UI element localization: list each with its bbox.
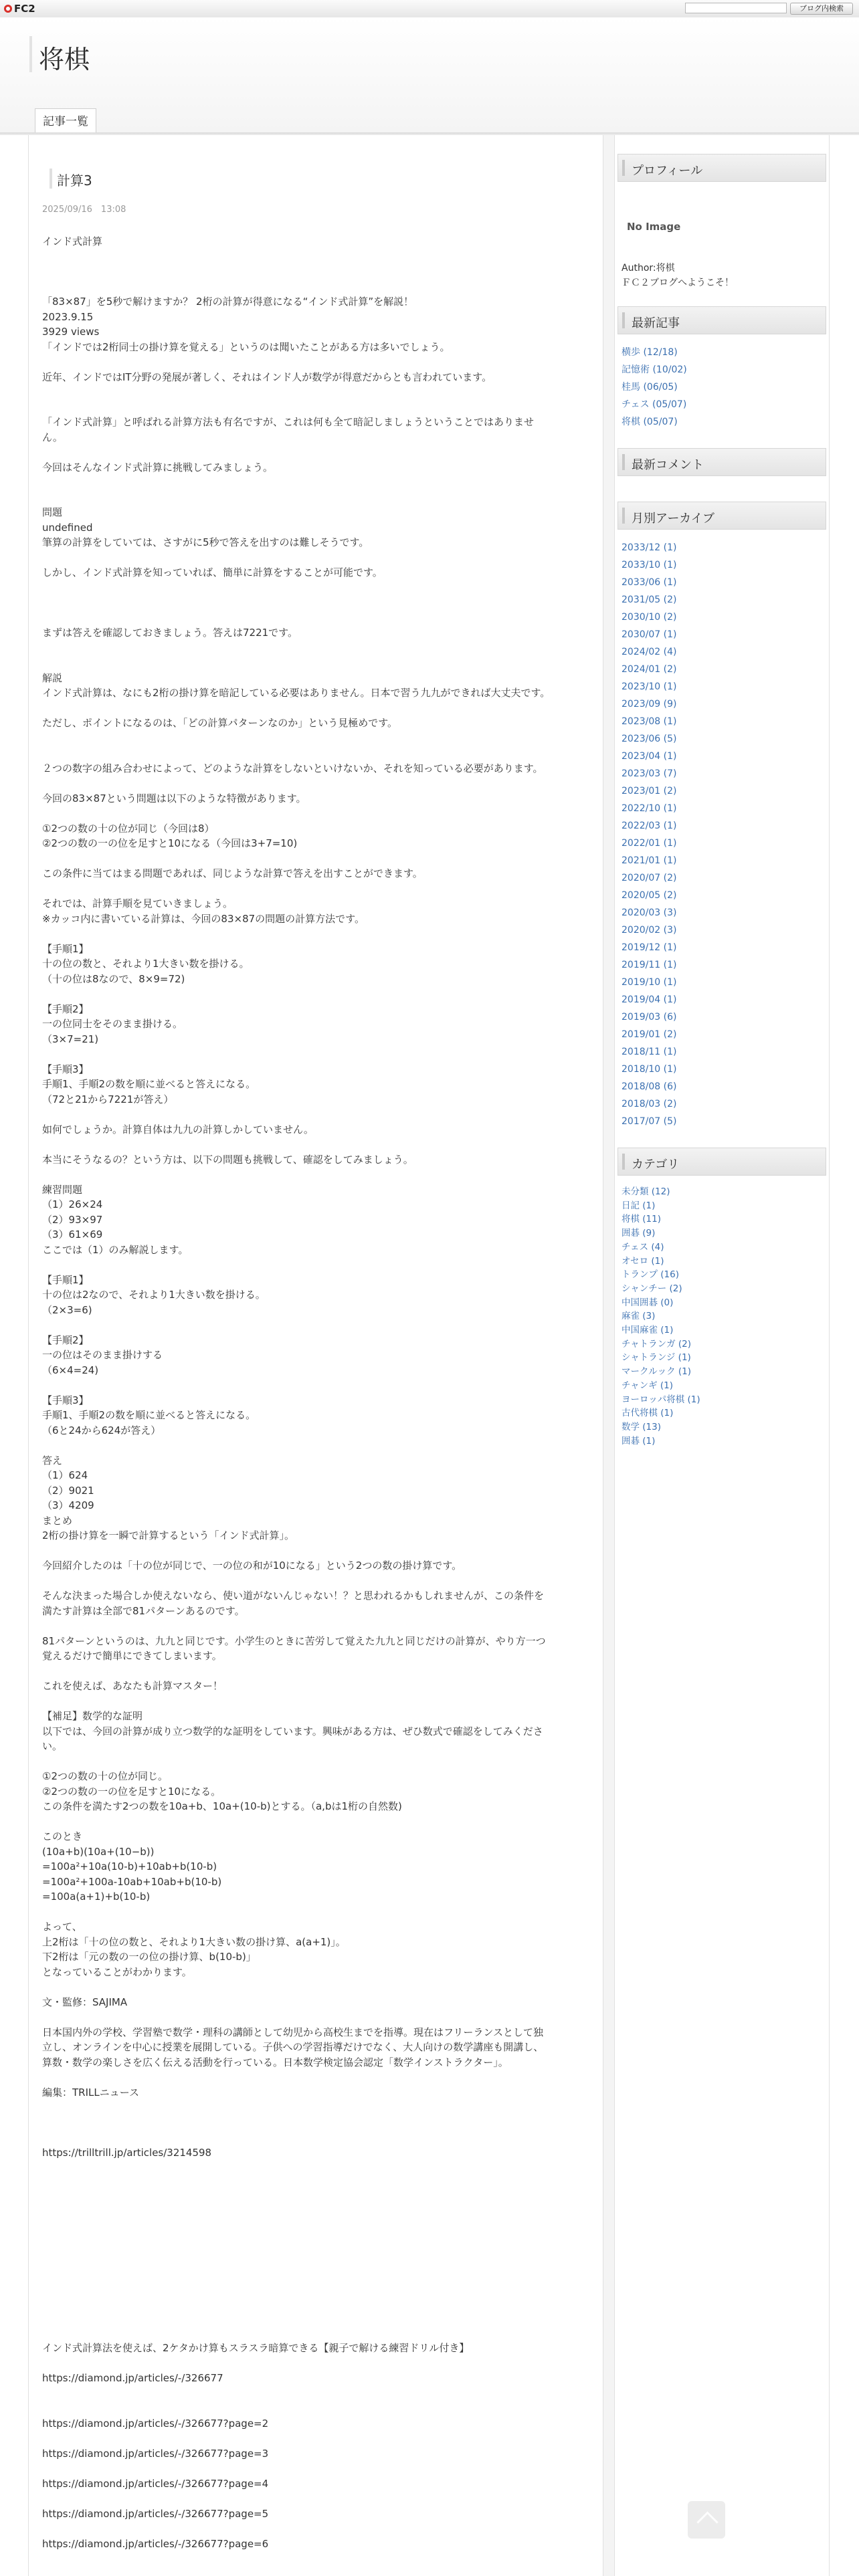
entry-paragraph: ただし、ポイントになるのは、「どの計算パターンなのか」という見極めです。 <box>42 717 398 729</box>
entry-paragraph: インド式計算法を使えば、2ケタかけ算もスラスラ暗算できる【親子で解ける練習ドリル付き】 <box>42 2342 470 2354</box>
entry-paragraph: （3）61×69 <box>42 1228 103 1241</box>
entry-paragraph <box>42 701 591 716</box>
entry-paragraph <box>42 2401 591 2416</box>
category-link[interactable]: 古代将棋 (1) <box>622 1408 674 1419</box>
entry-paragraph: この条件を満たす2つの数を10a+b、10a+(10-b)とする。（a,bは1桁の自然数) <box>42 1800 402 1812</box>
entry-paragraph: ②2つの数の一の位を足すと10になる。 <box>42 1785 221 1798</box>
archive-month-link[interactable]: 2022/03 (1) <box>622 821 677 831</box>
category-link[interactable]: 麻雀 (3) <box>622 1311 656 1322</box>
entry-paragraph <box>42 475 591 490</box>
entry-paragraph: 上2桁は「十の位の数と、それより1大きい数の掛け算、a(a+1)」。 <box>42 1935 346 1948</box>
category-link[interactable]: 中国麻雀 (1) <box>622 1325 674 1336</box>
entry-paragraph: 「インドでは2桁同士の掛け算を覚える」というのは聞いたことがある方は多いでしょう。 <box>42 340 450 353</box>
entry-paragraph <box>42 1664 591 1679</box>
fc2-logo-text: FC2 <box>14 3 35 15</box>
entry-paragraph: 算数・数学の楽しさを広く伝える活動を行っている。日本数学検定協会認定「数学インストラクター」。 <box>42 2056 508 2068</box>
category-link[interactable]: 将棋 (11) <box>622 1214 662 1225</box>
archive-month-link[interactable]: 2033/06 (1) <box>622 577 677 588</box>
nav-tab-article-list[interactable]: 記事一覧 <box>35 108 96 134</box>
entry-paragraph: 十の位は2なので、それより1大きい数を掛ける。 <box>42 1289 266 1301</box>
entry-paragraph: (10a+b)(10a+(10−b)) <box>42 1845 155 1858</box>
archive-month-link[interactable]: 2024/01 (2) <box>622 664 677 675</box>
entry-paragraph <box>42 731 591 746</box>
entry-link[interactable]: https://trilltrill.jp/articles/3214598 <box>42 2146 212 2159</box>
entry-paragraph: 十の位の数と、それより1大きい数を掛ける。 <box>42 958 250 970</box>
entry-paragraph: 2桁の掛け算を一瞬で計算するという「インド式計算」。 <box>42 1529 295 1541</box>
entry-paragraph: 81パターンというのは、九九と同じです。小学生のときに苦労して覚えた九九と同じだけの計算が、やり方一つ <box>42 1634 546 1647</box>
heading-label: 月別アーカイブ <box>632 512 715 526</box>
entry-paragraph: （2）93×97 <box>42 1213 103 1226</box>
entry-paragraph <box>42 385 591 400</box>
entry-paragraph: ②2つの数の一の位を足すと10になる（今回は3+7=10) <box>42 837 298 849</box>
entry-paragraph: ２つの数字の組み合わせによって、どのような計算をしないといけないか、それを知っている必要があります。 <box>42 762 543 774</box>
entry-paragraph <box>42 2296 591 2311</box>
archive-month-link[interactable]: 2023/03 (7) <box>622 768 677 779</box>
entry-paragraph <box>42 1618 591 1634</box>
archive-month-link[interactable]: 2021/01 (1) <box>622 855 677 866</box>
entry-paragraph: い。 <box>42 1740 63 1752</box>
entry-paragraph: 筆算の計算をしていては、さすがに5秒で答えを出すのは難しそうです。 <box>42 536 369 548</box>
entry-paragraph: それでは、計算手順を見ていきましょう。 <box>42 897 233 909</box>
entry-paragraph <box>42 2431 591 2446</box>
recent-entry-link[interactable]: 記憶術 (10/02) <box>622 364 687 375</box>
archive-month-link[interactable]: 2031/05 (2) <box>622 595 677 605</box>
entry-body <box>42 234 591 2551</box>
entry-paragraph <box>42 1167 591 1182</box>
entry-paragraph: 「83×87」を5秒で解けますか？ 2桁の計算が得意になる“インド式計算”を解説！ <box>42 296 414 308</box>
entry-paragraph: このとき <box>42 1830 83 1842</box>
entry-paragraph: 如何でしょうか。計算自体は九九の計算しかしていません。 <box>42 1123 314 1136</box>
category-link[interactable]: 囲碁 (9) <box>622 1228 656 1239</box>
entry-paragraph <box>42 1814 591 1830</box>
category-link[interactable]: トランプ (16) <box>622 1269 680 1281</box>
category-link[interactable]: 日記 (1) <box>622 1200 656 1211</box>
entry-paragraph <box>42 776 591 791</box>
entry-paragraph <box>42 249 591 265</box>
entry-paragraph: 近年、インドではIT分野の発展が著しく、それはインド人が数学が得意だからとも言われています。 <box>42 370 492 383</box>
author-name: Author:将棋 <box>622 263 675 274</box>
sidebar-heading-recent <box>617 306 826 334</box>
category-link[interactable]: チャンギ (1) <box>622 1380 674 1391</box>
entry-paragraph: 「インド式計算」と呼ばれる計算方法も有名ですが、これは何も全て暗記しましょうということではありませ <box>42 416 535 428</box>
entry-paragraph <box>42 1543 591 1559</box>
entry-paragraph: よって、 <box>42 1921 82 1933</box>
category-link[interactable]: シャトランジ (1) <box>622 1352 691 1364</box>
entry-paragraph: （3×7=21) <box>42 1033 99 1045</box>
entry-paragraph <box>42 400 591 415</box>
sidebar-heading-comments <box>617 448 826 476</box>
category-link[interactable]: 数学 (13) <box>622 1421 662 1432</box>
entry-paragraph <box>42 445 591 460</box>
entry-paragraph: 下2桁は「元の数の一の位の掛け算、b(10-b)」 <box>42 1951 256 1963</box>
entry-paragraph <box>42 1438 591 1453</box>
entry-link[interactable]: https://diamond.jp/articles/-/326677?page=6 <box>42 2537 269 2550</box>
heading-label: 最新記事 <box>632 316 680 330</box>
entry-paragraph: 手順1、手順2の数を順に並べると答えになる。 <box>42 1409 256 1421</box>
entry-paragraph: 一の位はそのまま掛けする <box>42 1349 163 1361</box>
entry-paragraph <box>42 595 591 611</box>
entry-paragraph <box>42 851 591 867</box>
heading-accent-bar <box>622 508 625 524</box>
archive-month-link[interactable]: 2033/12 (1) <box>622 542 677 553</box>
entry-paragraph: インド式計算 <box>42 235 103 247</box>
entry-paragraph: 本当にそうなるの？という方は、以下の問題も挑戦して、確認をしてみましょう。 <box>42 1153 413 1166</box>
archive-month-link[interactable]: 2023/01 (2) <box>622 786 677 796</box>
archive-month-link[interactable]: 2019/12 (1) <box>622 942 677 953</box>
archive-month-link[interactable]: 2023/09 (9) <box>622 699 677 710</box>
entry-paragraph: 3929 views <box>42 326 100 338</box>
recent-entry-link[interactable]: チェス (05/07) <box>622 399 687 410</box>
entry-title[interactable]: 計算3 <box>57 173 92 189</box>
archive-month-link[interactable]: 2030/10 (2) <box>622 612 677 623</box>
recent-entry-link[interactable]: 横歩 (12/18) <box>622 347 678 358</box>
entry-paragraph <box>42 2236 591 2251</box>
entry-paragraph <box>42 611 591 626</box>
category-link[interactable]: ヨーロッパ将棋 (1) <box>622 1394 700 1405</box>
entry-paragraph: 日本国内外の学校、学習塾で数学・理科の講師として幼児から高校生までを指導。現在はフリーランスとして独 <box>42 2026 543 2038</box>
entry-title-accent-bar <box>50 169 52 189</box>
entry-paragraph <box>42 986 591 1002</box>
entry-paragraph: この条件に当てはまる問題であれば、同じような計算で答えを出すことができます。 <box>42 867 423 879</box>
entry-paragraph <box>42 1137 591 1152</box>
archive-month-link[interactable]: 2019/04 (1) <box>622 994 677 1005</box>
archive-month-link[interactable]: 2019/01 (2) <box>622 1029 677 1040</box>
sidebar-heading-categories <box>617 1148 826 1176</box>
entry-paragraph: 満たす計算は全部で81パターンあるのです。 <box>42 1604 245 1617</box>
archive-month-link[interactable]: 2018/03 (2) <box>622 1099 677 1109</box>
category-link[interactable]: 未分類 (12) <box>622 1186 670 1197</box>
entry-paragraph: =100a²+100a-10ab+10ab+b(10-b) <box>42 1875 222 1888</box>
archive-month-link[interactable]: 2018/11 (1) <box>622 1047 677 1057</box>
entry-paragraph: となっていることがわかります。 <box>42 1965 192 1978</box>
entry-paragraph <box>42 2100 591 2115</box>
entry-paragraph <box>42 2206 591 2221</box>
entry-paragraph: ここでは（1）のみ解説します。 <box>42 1243 189 1256</box>
heading-accent-bar <box>622 160 625 176</box>
entry-paragraph <box>42 2491 591 2506</box>
category-link[interactable]: 中国囲碁 (0) <box>622 1297 674 1308</box>
category-link[interactable]: オセロ (1) <box>622 1255 664 1267</box>
entry-paragraph: （1）624 <box>42 1469 88 1481</box>
profile-author <box>622 261 734 290</box>
entry-paragraph <box>42 2280 591 2296</box>
archive-month-link[interactable]: 2033/10 (1) <box>622 560 677 570</box>
entry-paragraph: ※カッコ内に書いている計算は、今回の83×87の問題の計算方法です。 <box>42 912 365 925</box>
entry-paragraph <box>42 1107 591 1122</box>
archive-month-link[interactable]: 2019/11 (1) <box>622 960 677 970</box>
main-column <box>28 135 603 2576</box>
blog-search-input[interactable] <box>685 3 787 13</box>
entry-paragraph: 答え <box>42 1454 63 1467</box>
entry-paragraph: （2）9021 <box>42 1484 94 1497</box>
entry-paragraph: 解説 <box>42 671 63 684</box>
entry-paragraph: 一の位同士をそのまま掛ける。 <box>42 1018 183 1030</box>
heading-accent-bar <box>622 454 625 470</box>
entry-paragraph <box>42 550 591 566</box>
entry-paragraph <box>42 2220 591 2236</box>
entry-paragraph <box>42 1979 591 1995</box>
archive-month-link[interactable]: 2022/01 (1) <box>622 838 677 849</box>
entry-paragraph <box>42 806 591 821</box>
profile-no-image: No Image <box>627 221 681 233</box>
entry-paragraph: （十の位は8なので、8×9=72) <box>42 972 185 985</box>
entry-link[interactable]: https://diamond.jp/articles/-/326677?page=4 <box>42 2477 269 2490</box>
entry-paragraph <box>42 2266 591 2281</box>
entry-paragraph <box>42 2521 591 2537</box>
archive-month-link[interactable]: 2023/04 (1) <box>622 751 677 762</box>
entry-paragraph: （1）26×24 <box>42 1198 103 1210</box>
entry-paragraph <box>42 2190 591 2206</box>
entry-link[interactable]: https://diamond.jp/articles/-/326677?page=5 <box>42 2507 269 2520</box>
archive-month-link[interactable]: 2018/08 (6) <box>622 1081 677 1092</box>
fc2-logo-icon <box>4 5 12 13</box>
archive-month-link[interactable]: 2030/07 (1) <box>622 629 677 640</box>
entry-paragraph: 2023.9.15 <box>42 310 94 323</box>
entry-paragraph: （72と21から7221が答え） <box>42 1093 174 1105</box>
entry-paragraph: インド式計算は、なにも2桁の掛け算を暗記している必要はありません。日本で習う九九ができれば大丈夫です。 <box>42 687 551 699</box>
entry-paragraph: ①2つの数の十の位が同じ。 <box>42 1770 168 1782</box>
entry-paragraph <box>42 2115 591 2131</box>
archive-month-link[interactable]: 2020/02 (3) <box>622 925 677 936</box>
entry-link[interactable]: https://diamond.jp/articles/-/326677?page=3 <box>42 2447 269 2460</box>
archive-month-link[interactable]: 2019/10 (1) <box>622 977 677 988</box>
archive-month-link[interactable]: 2020/07 (2) <box>622 873 677 883</box>
entry-paragraph: =100a²+10a(10-b)+10ab+b(10-b) <box>42 1860 217 1872</box>
entry-paragraph: =100a(a+1)+b(10-b) <box>42 1891 151 1903</box>
entry-paragraph <box>42 1257 591 1273</box>
blog-search-button[interactable]: ブログ内検索 <box>790 3 853 15</box>
recent-entry-link[interactable]: 桂馬 (06/05) <box>622 382 678 393</box>
author-welcome: ＦＣ２ブログへようこそ！ <box>622 278 734 288</box>
entry-paragraph: まずは答えを確認しておきましょう。答えは7221です。 <box>42 627 298 639</box>
entry-paragraph: 問題 <box>42 506 63 518</box>
archive-month-link[interactable]: 2023/08 (1) <box>622 716 677 727</box>
entry-paragraph <box>42 2010 591 2025</box>
entry-paragraph <box>42 264 591 280</box>
archive-list <box>622 539 822 1130</box>
category-link[interactable]: 囲碁 (1) <box>622 1435 656 1446</box>
recent-entry-link[interactable]: 将棋 (05/07) <box>622 417 678 427</box>
blog-header <box>0 17 859 134</box>
archive-month-link[interactable]: 2022/10 (1) <box>622 803 677 814</box>
archive-month-link[interactable]: 2020/03 (3) <box>622 907 677 918</box>
entry-paragraph <box>42 2130 591 2145</box>
entry-paragraph <box>42 2160 591 2175</box>
entry-paragraph <box>42 1905 591 1920</box>
entry-paragraph: 編集：TRILLニュース <box>42 2086 139 2099</box>
entry-paragraph: 【手順1】 <box>42 942 89 955</box>
entry-paragraph: そんな決まった場合しか使えないなら、使い道がないんじゃない！？と思われるかもしれませんが、この条件を <box>42 1590 545 1602</box>
entry-paragraph <box>42 1754 591 1769</box>
fc2-top-bar <box>0 0 859 18</box>
entry-paragraph <box>42 2250 591 2266</box>
entry-paragraph <box>42 1317 591 1333</box>
entry-paragraph: （6×4=24) <box>42 1364 99 1376</box>
entry-paragraph <box>42 2356 591 2371</box>
entry-link[interactable]: https://diamond.jp/articles/-/326677 <box>42 2372 223 2384</box>
entry-paragraph <box>42 2326 591 2341</box>
archive-month-link[interactable]: 2018/10 (1) <box>622 1064 677 1075</box>
archive-month-link[interactable]: 2020/05 (2) <box>622 890 677 901</box>
heading-label: カテゴリ <box>632 1158 680 1172</box>
heading-label: プロフィール <box>632 164 703 178</box>
entry-paragraph <box>42 580 591 596</box>
entry-paragraph: これを使えば、あなたも計算マスター！ <box>42 1680 223 1692</box>
entry-paragraph: 【手順2】 <box>42 1333 89 1346</box>
entry-paragraph <box>42 881 591 897</box>
archive-month-link[interactable]: 2023/06 (5) <box>622 734 677 744</box>
entry-paragraph <box>42 1378 591 1393</box>
category-link[interactable]: チェス (4) <box>622 1241 664 1253</box>
entry-paragraph: 手順1、手順2の数を順に並べると答えになる。 <box>42 1078 256 1090</box>
entry-paragraph: undefined <box>42 521 93 534</box>
entry-paragraph <box>42 2175 591 2191</box>
category-link[interactable]: チャトランガ (2) <box>622 1338 692 1350</box>
entry-paragraph: 以下では、今回の計算が成り立つ数学的な証明をしています。興味がある方は、ぜひ数式で確認をしてみくださ <box>42 1725 543 1737</box>
entry-paragraph <box>42 1047 591 1062</box>
entry-paragraph <box>42 490 591 506</box>
heading-accent-bar <box>622 1154 625 1170</box>
category-link[interactable]: シャンチー (2) <box>622 1283 682 1294</box>
entry-paragraph <box>42 280 591 295</box>
archive-month-link[interactable]: 2017/07 (5) <box>622 1116 677 1127</box>
sidebar-heading-profile <box>617 154 826 182</box>
entry-paragraph <box>42 2386 591 2401</box>
category-list <box>622 1185 822 1448</box>
entry-paragraph <box>42 2461 591 2476</box>
entry-paragraph: 【補足】数学的な証明 <box>42 1710 143 1722</box>
entry-paragraph: 文・監修：SAJIMA <box>42 1996 128 2008</box>
entry-paragraph <box>42 1574 591 1589</box>
entry-paragraph: 【手順3】 <box>42 1394 89 1406</box>
entry-paragraph: 【手順3】 <box>42 1063 89 1075</box>
heading-label: 最新コメント <box>632 458 704 472</box>
entry-paragraph: （3）4209 <box>42 1499 94 1511</box>
title-accent-bar <box>29 36 32 72</box>
entry-date: 2025/09/16 13:08 <box>42 205 126 215</box>
entry-paragraph: 今回はそんなインド式計算に挑戦してみましょう。 <box>42 461 274 473</box>
entry-paragraph <box>42 1694 591 1709</box>
entry-paragraph: 覚えるだけで簡単にできてしまいます。 <box>42 1650 222 1662</box>
sidebar <box>614 135 830 2576</box>
entry-paragraph: 練習問題 <box>42 1183 83 1196</box>
archive-month-link[interactable]: 2023/10 (1) <box>622 681 677 692</box>
archive-month-link[interactable]: 2019/03 (6) <box>622 1012 677 1023</box>
fc2-logo[interactable] <box>4 3 35 15</box>
entry-paragraph: （6と24から624が答え） <box>42 1424 161 1436</box>
entry-link[interactable]: https://diamond.jp/articles/-/326677?page=2 <box>42 2417 269 2430</box>
sidebar-heading-archives <box>617 502 826 530</box>
entry-paragraph <box>42 746 591 761</box>
entry-paragraph <box>42 2070 591 2085</box>
entry-paragraph: まとめ <box>42 1514 73 1527</box>
entry-paragraph: （2×3=6) <box>42 1303 92 1316</box>
recent-entries-list <box>622 344 822 431</box>
entry-paragraph: 今回の83×87という問題は以下のような特徴があります。 <box>42 792 306 804</box>
entry-paragraph <box>42 2311 591 2326</box>
entry-paragraph <box>42 655 591 671</box>
heading-accent-bar <box>622 312 625 328</box>
entry-paragraph: 【手順2】 <box>42 1002 89 1015</box>
entry-paragraph: 今回紹介したのは「十の位が同じで、一の位の和が10になる」という2つの数の掛け算です。 <box>42 1560 462 1572</box>
blog-title[interactable]: 将棋 <box>39 45 90 74</box>
entry-paragraph: 【手順1】 <box>42 1273 89 1286</box>
entry-paragraph: ん。 <box>42 431 63 443</box>
category-link[interactable]: マークルック (1) <box>622 1366 692 1378</box>
entry-paragraph <box>42 926 591 942</box>
scroll-to-top-button[interactable] <box>688 2501 725 2539</box>
entry-paragraph <box>42 354 591 370</box>
entry-paragraph: しかし、インド式計算を知っていれば、簡単に計算をすることが可能です。 <box>42 566 383 578</box>
entry-paragraph: 立し、オンラインを中心に授業を展開している。子供への学習指導だけでなく、大人向けの数学講座も開講し、 <box>42 2041 544 2053</box>
entry-paragraph <box>42 641 591 656</box>
entry-paragraph: ①2つの数の十の位が同じ（今回は8） <box>42 822 215 835</box>
archive-month-link[interactable]: 2024/02 (4) <box>622 647 677 657</box>
